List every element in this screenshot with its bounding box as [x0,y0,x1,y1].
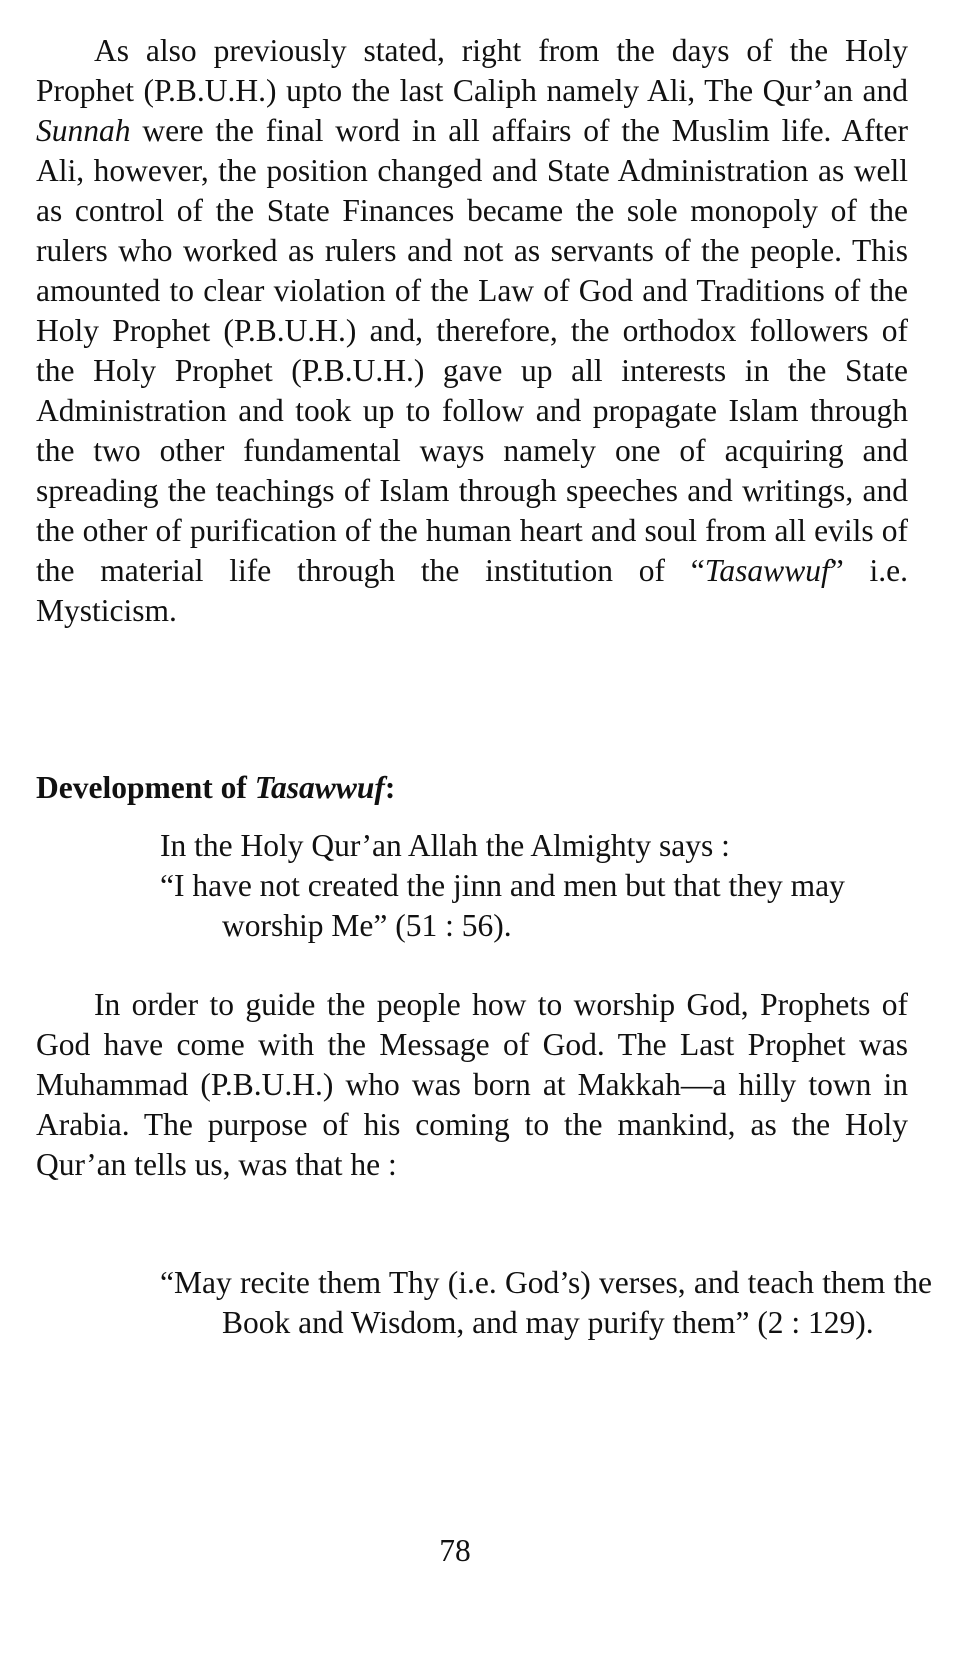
paragraph-prophets: In order to guide the people how to worship God, Prophets of God have come with the Message of God. The Last Prophet was Muhammad (P.B.U.H.) who was born at Makkah—a hilly town in Arabia. The purpose of his coming to the mankind, as the Holy Qur’an tells us, was that he : [36,987,908,1182]
paragraph-text: were the final word in all affairs of the Muslim life. After Ali, however, the position changed and State Administration as well as control of the State Finances became the sole monopoly of the rulers who worked as rulers and not as servants of the people. This amounted to clear violation of the Law of God and Traditions of the Holy Prophet (P.B.U.H.) and, therefore, the orthodox followers of the Holy Prophet (P.B.U.H.) gave up all interests in the State Administration and took up to follow and propagate Islam through the two other fundamental ways namely one of acquiring and spreading the teachings of Islam through speeches and writings, and the other of purification of the human heart and soul from all evils of the material life through the institution of “ [36,113,908,588]
page-number: 78 [439,1533,471,1568]
paragraph-text: As also previously stated, right from the days of the Holy Prophet (P.B.U.H.) upto the last Caliph namely Ali, The Qur’an and [36,33,908,108]
heading-suffix: : [384,770,396,805]
heading-text: Development of [36,770,255,805]
paragraph-text: ” i.e. Mysticism. [36,553,908,628]
quran-quote-2-129: “May recite them Thy (i.e. God’s) verses, and teach them the Book and Wisdom, and may purify them” (2 : 129). [160,1265,932,1340]
italic-term-tasawwuf: Tasawwuf [704,553,830,588]
section-heading [36,768,395,808]
paragraph-caliphate [36,31,908,631]
italic-term-sunnah: Sunnah [36,113,131,148]
quote-intro: In the Holy Qur’an Allah the Almighty says : [160,828,730,863]
heading-italic-term: Tasawwuf [254,770,385,805]
quran-quote-51-56: “I have not created the jinn and men but that they may worship Me” (51 : 56). [160,868,845,943]
